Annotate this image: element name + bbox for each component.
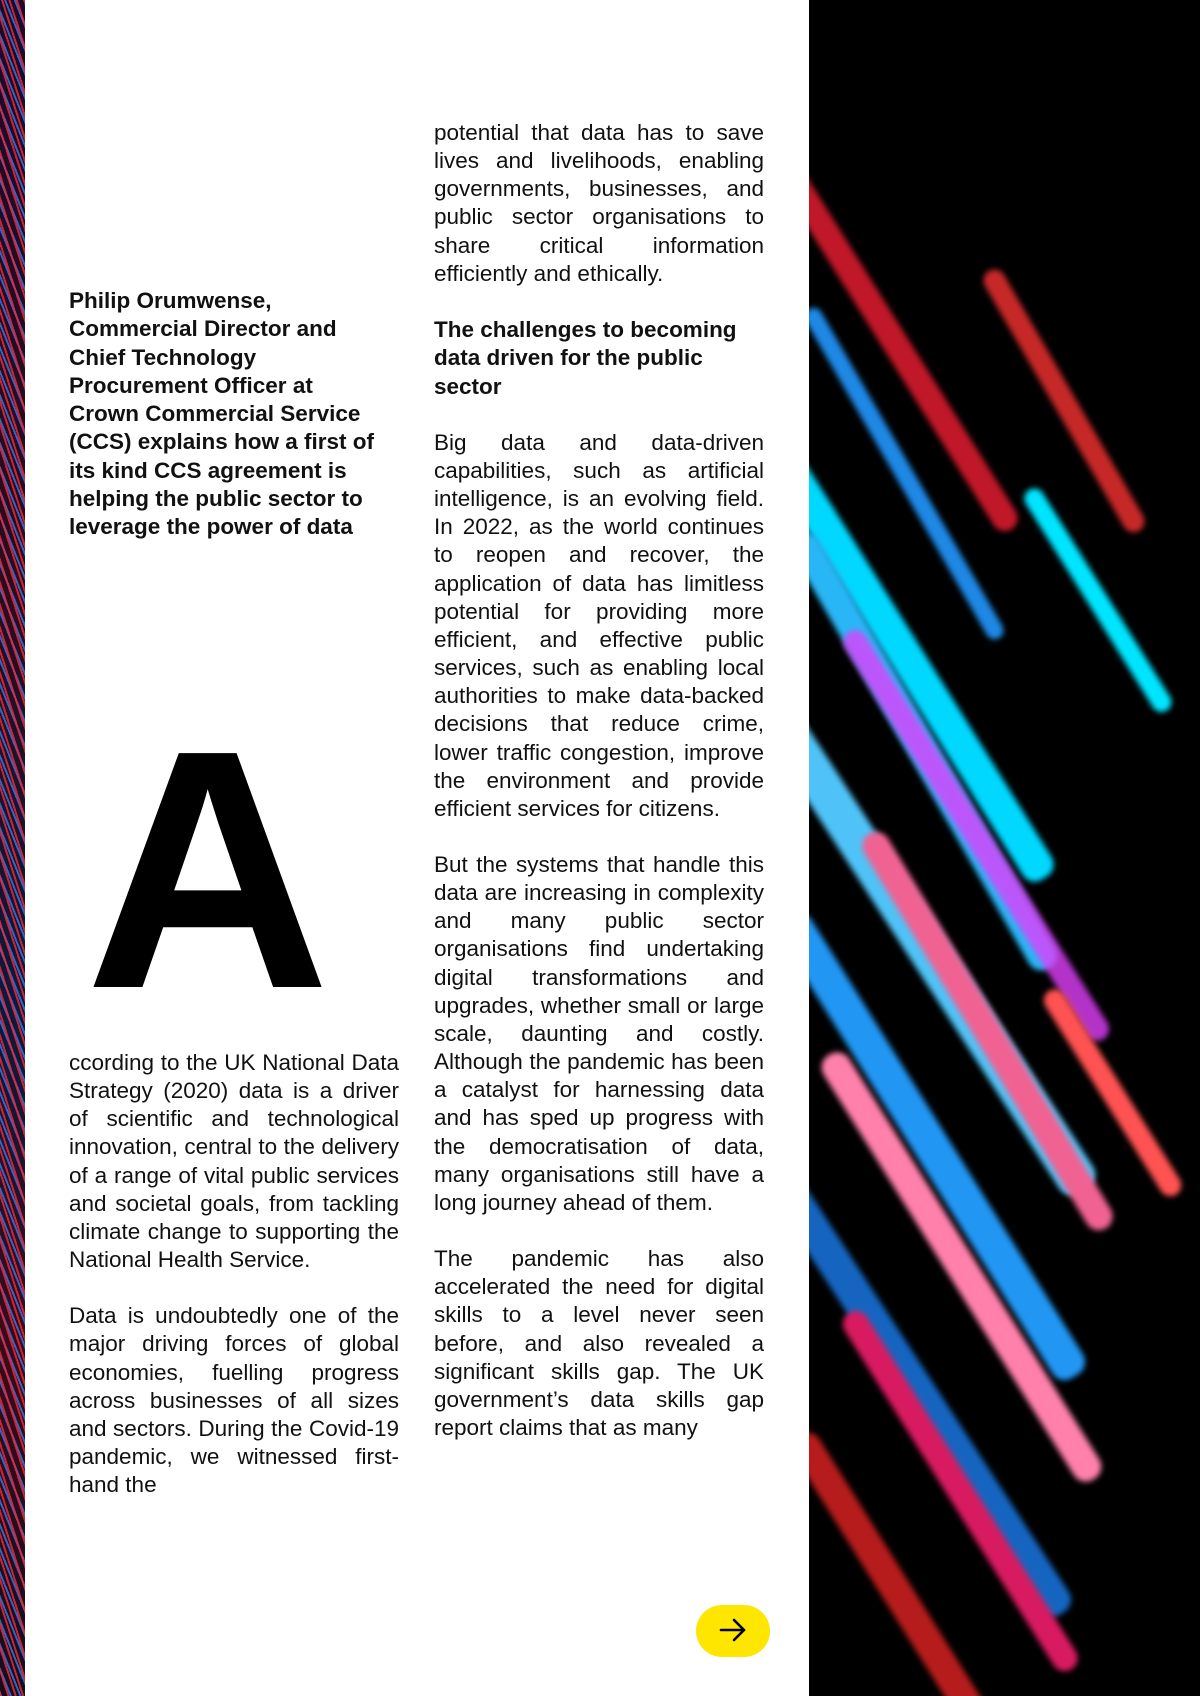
section-heading: The challenges to becoming data driven for the public sector — [434, 316, 737, 399]
arrow-right-icon — [718, 1617, 748, 1646]
right-column — [434, 119, 764, 1561]
body-paragraph: But the systems that handle this data are increasing in complexity and many public sector organisations find undertaking digital transformations and upgrades, whether small or large scale, daunting and costly. Although the pandemic has been a catalyst for harnessing data and has sped up progress with the democratisation of data, many organisations still have a long journey ahead of them. — [434, 852, 764, 1215]
body-paragraph: Big data and data-driven capabilities, such as artificial intelligence, is an evolving field. In 2022, as the world continues to reopen and recover, the application of data has limitless potential for providing more efficient, and effective public services, such as enabling local authorities to make data-backed decisions that reduce crime, lower traffic congestion, improve the environment and provide efficient services for citizens. — [434, 429, 764, 821]
article-intro: Philip Orumwense, Commercial Director and Chief Technology Procurement Officer at Crown Commercial Service (CCS) explains how a first of its kind CCS agreement is helping the public sector to leverage the power of data — [69, 288, 375, 540]
decorative-light-streaks-image — [809, 0, 1200, 1696]
left-column — [69, 1049, 399, 1561]
body-paragraph: The pandemic has also accelerated the need for digital skills to a level never seen before, and also revealed a significant skills gap. The UK government’s data skills gap report claims that as many — [434, 1246, 764, 1440]
next-page-button[interactable] — [696, 1605, 770, 1657]
body-paragraph-continuation: potential that data has to save lives and livelihoods, enabling governments, businesses, and public sector organisations to share critical information efficiently and ethically. — [434, 120, 764, 286]
body-paragraph: Data is undoubtedly one of the major driving forces of global economies, fuelling progress across businesses of all sizes and sectors. During the Covid-19 pandemic, we witnessed first-hand the — [69, 1303, 399, 1498]
decorative-left-strip — [0, 0, 25, 1696]
drop-cap: A — [85, 680, 321, 1060]
body-paragraph: ccording to the UK National Data Strategy (2020) data is a driver of scientific and technological innovation, central to the delivery of a range of vital public services and societal goals, from tackling climate change to supporting the National Health Service. — [69, 1050, 399, 1273]
article-page — [25, 0, 809, 1696]
